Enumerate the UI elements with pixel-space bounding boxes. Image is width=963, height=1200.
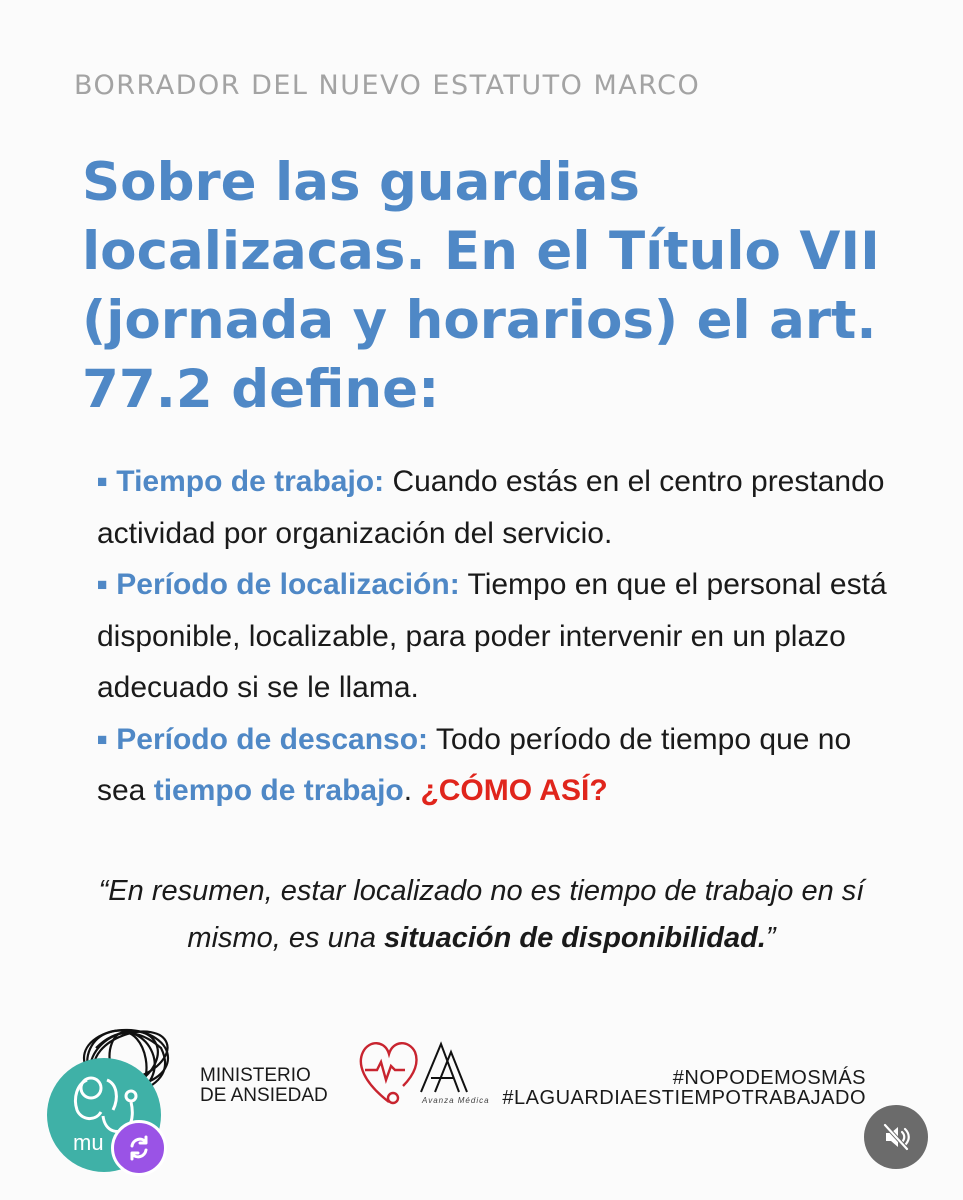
ministerio-line: DE ANSIEDAD	[200, 1085, 328, 1106]
ministerio-de-ansiedad-label	[200, 1066, 328, 1106]
definition-text: Cuando estás en el centro prestando actividad por organización del servicio.	[97, 465, 885, 550]
square-bullet-icon: ■	[97, 472, 108, 491]
definitions-list	[97, 456, 897, 817]
quote-close: ”	[765, 922, 776, 954]
square-bullet-icon: ■	[97, 575, 108, 594]
quote-text: “En resumen, estar localizado no es tiempo de trabajo en sí mismo, es una	[98, 875, 865, 954]
quote-emphasis: situación de disponibilidad.	[384, 922, 766, 954]
repost-button[interactable]	[111, 1120, 167, 1176]
alert-question: ¿CÓMO ASÍ?	[420, 774, 608, 807]
hashtag: #LAGUARDIAESTIEMPOTRABAJADO	[502, 1087, 866, 1109]
hashtags	[502, 1068, 866, 1108]
kicker-title: BORRADOR DEL NUEVO ESTATUTO MARCO	[74, 70, 701, 101]
definition-item-descanso	[97, 714, 897, 817]
repost-icon	[124, 1133, 154, 1163]
highlighted-term: tiempo de trabajo	[153, 774, 404, 807]
headline: Sobre las guardias localizacas. En el Título VII (jornada y horarios) el art. 77.2 define:	[82, 152, 880, 420]
definition-term: Período de localización:	[116, 568, 460, 601]
definition-item-trabajo	[97, 456, 897, 559]
mute-button[interactable]	[864, 1105, 928, 1169]
avanza-medica-label: Avanza Médica	[422, 1096, 490, 1105]
summary-quote	[60, 868, 903, 962]
square-bullet-icon: ■	[97, 729, 108, 749]
definition-text: Tiempo en que el personal está disponible, localizable, para poder intervenir en un plazo adecuado si se le llama.	[97, 568, 887, 704]
definition-term: Período de descanso:	[116, 722, 429, 756]
ministerio-line: MINISTERIO	[200, 1065, 311, 1086]
avatar-text: mu	[73, 1130, 104, 1155]
muted-speaker-icon	[880, 1121, 912, 1153]
definition-term: Tiempo de trabajo:	[116, 465, 385, 498]
definition-item-localizacion	[97, 559, 897, 714]
definition-text: Todo período de tiempo que no sea	[97, 722, 852, 807]
hashtag: #NOPODEMOSMÁS	[672, 1067, 866, 1089]
definition-text-after: .	[403, 774, 421, 807]
